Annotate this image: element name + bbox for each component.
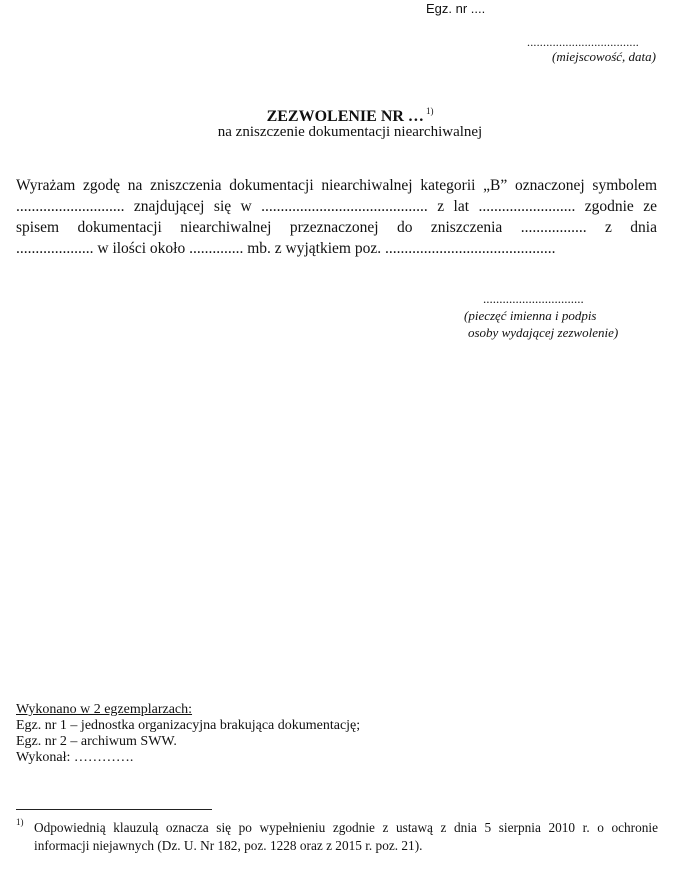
document-title-text: ZEZWOLENIE NR … [266,108,424,125]
signature-label-line-1: (pieczęć imienna i podpis [464,308,597,323]
signature-field: ............................... [483,291,584,306]
copy-number: Egz. nr .... [426,1,486,16]
copies-heading: Wykonano w 2 egzemplarzach: [16,702,193,717]
made-by-field: Wykonał: …………. [16,750,134,765]
footnote-line-1: Odpowiednią klauzulą oznacza się po wypełnieniu zgodnie z ustawą z dnia 5 sierpnia 2010 r. o ochronie [34,820,658,835]
place-date-field: ................................... [527,35,639,49]
document-title [0,106,700,126]
footnote-text [34,819,658,855]
footnote-reference: 1) [425,106,434,116]
footnote-line-2: informacji niejawnych (Dz. U. Nr 182, poz. 1228 oraz z 2015 r. poz. 21). [34,838,423,853]
copy-1-recipient: Egz. nr 1 – jednostka organizacyjna brakująca dokumentację; [16,718,361,733]
footnote-marker: 1) [16,817,24,827]
place-date-label: (miejscowość, data) [552,49,656,64]
footnote-divider [16,809,212,810]
copy-2-recipient: Egz. nr 2 – archiwum SWW. [16,734,177,749]
body-line-4: .................... w ilości około .............. mb. z wyjątkiem poz. ............................................ [16,240,556,257]
body-line-2: ............................ znajdującej się w ........................................... z lat ......................... zgodnie ze [16,198,657,215]
body-line-3: spisem dokumentacji niearchiwalnej przeznaczonej do zniszczenia ................. z dnia [16,219,657,236]
signature-label-line-2: osoby wydającej zezwolenie) [468,325,619,340]
document-subtitle: na zniszczenie dokumentacji niearchiwalnej [217,124,483,140]
permission-body [16,175,657,259]
body-line-1: Wyrażam zgodę na zniszczenia dokumentacji niearchiwalnej kategorii „B” oznaczonej symbolem [16,177,657,194]
